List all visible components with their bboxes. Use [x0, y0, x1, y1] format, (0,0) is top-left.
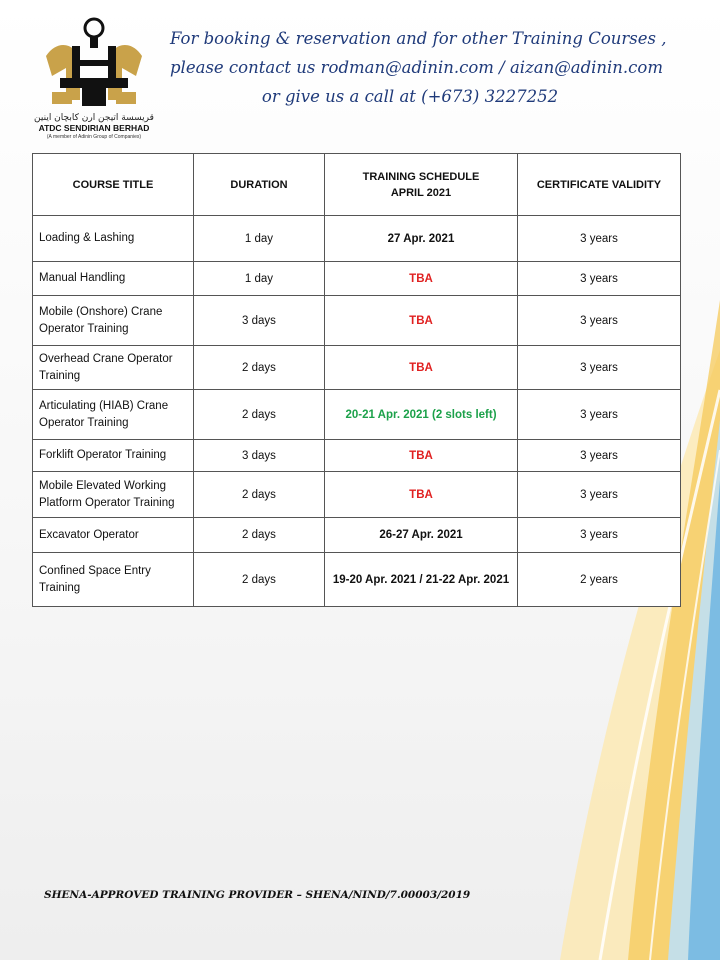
table-row: [33, 390, 681, 440]
duration-cell: 1 day: [194, 262, 325, 296]
course-title-cell: Manual Handling: [33, 262, 194, 296]
validity-cell: 3 years: [518, 216, 681, 262]
schedule-cell: 26-27 Apr. 2021: [325, 518, 518, 553]
validity-cell: 3 years: [518, 440, 681, 472]
duration-cell: 2 days: [194, 346, 325, 390]
table-row: [33, 262, 681, 296]
header-schedule-line-1: TRAINING SCHEDULE: [362, 170, 480, 183]
course-title-cell: Forklift Operator Training: [33, 440, 194, 472]
duration-cell: 3 days: [194, 440, 325, 472]
table-row: [33, 472, 681, 518]
contact-line-3: or give us a call at (+673) 3227252: [261, 87, 559, 106]
course-title-cell: Confined Space Entry Training: [33, 553, 194, 607]
schedule-cell: 19-20 Apr. 2021 / 21-22 Apr. 2021: [325, 553, 518, 607]
validity-cell: 3 years: [518, 390, 681, 440]
table-header-row: [33, 154, 681, 216]
header-certificate-validity: CERTIFICATE VALIDITY: [518, 154, 681, 216]
table-row: [33, 553, 681, 607]
validity-cell: 3 years: [518, 346, 681, 390]
footer-accreditation: SHENA-APPROVED TRAINING PROVIDER – SHENA/NIND/7.00003/2019: [44, 889, 471, 901]
duration-cell: 1 day: [194, 216, 325, 262]
logo-arabic-text: قريسسة اتيجن ارن كابچان اينين: [34, 113, 154, 123]
table-row: [33, 346, 681, 390]
schedule-cell: TBA: [325, 296, 518, 346]
company-logo: [32, 16, 156, 142]
contact-info: [170, 24, 667, 111]
training-schedule-table: [32, 153, 681, 607]
course-title-cell: Mobile (Onshore) Crane Operator Training: [33, 296, 194, 346]
contact-line-1: For booking & reservation and for other Training Courses ,: [170, 29, 667, 48]
schedule-cell: 27 Apr. 2021: [325, 216, 518, 262]
schedule-cell: TBA: [325, 472, 518, 518]
table-row: [33, 518, 681, 553]
schedule-cell: TBA: [325, 346, 518, 390]
course-title-cell: Overhead Crane Operator Training: [33, 346, 194, 390]
course-title-cell: Excavator Operator: [33, 518, 194, 553]
header-course-title: COURSE TITLE: [33, 154, 194, 216]
validity-cell: 3 years: [518, 296, 681, 346]
duration-cell: 2 days: [194, 553, 325, 607]
validity-cell: 3 years: [518, 472, 681, 518]
table-body: [33, 216, 681, 607]
header-training-schedule: [325, 154, 518, 216]
course-title-cell: Articulating (HIAB) Crane Operator Training: [33, 390, 194, 440]
logo-emblem-icon: [32, 16, 156, 124]
duration-cell: 2 days: [194, 472, 325, 518]
header-duration: DURATION: [194, 154, 325, 216]
duration-cell: 3 days: [194, 296, 325, 346]
header-schedule-line-2: APRIL 2021: [390, 186, 452, 199]
course-title-cell: Mobile Elevated Working Platform Operator Training: [33, 472, 194, 518]
table-row: [33, 440, 681, 472]
course-title-cell: Loading & Lashing: [33, 216, 194, 262]
schedule-cell: 20-21 Apr. 2021 (2 slots left): [325, 390, 518, 440]
table-row: [33, 216, 681, 262]
duration-cell: 2 days: [194, 390, 325, 440]
table-row: [33, 296, 681, 346]
contact-line-2: please contact us rodman@adinin.com / aizan@adinin.com: [170, 58, 664, 77]
validity-cell: 3 years: [518, 518, 681, 553]
validity-cell: 3 years: [518, 262, 681, 296]
duration-cell: 2 days: [194, 518, 325, 553]
logo-tagline: (A member of Adinin Group of Companies): [46, 134, 142, 140]
schedule-cell: TBA: [325, 440, 518, 472]
logo-company-name: ATDC SENDIRIAN BERHAD: [38, 123, 150, 133]
schedule-cell: TBA: [325, 262, 518, 296]
validity-cell: 2 years: [518, 553, 681, 607]
